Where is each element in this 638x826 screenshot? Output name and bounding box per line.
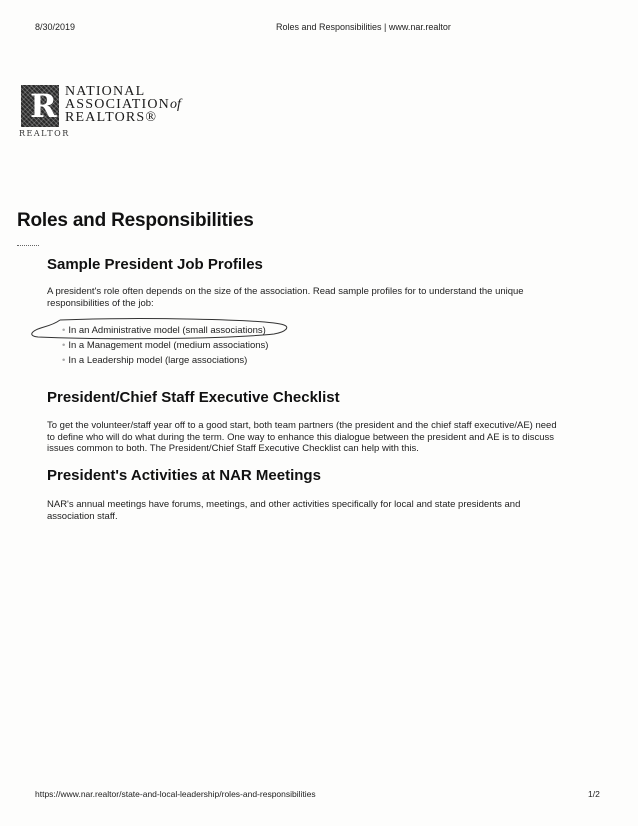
logo-sub-text: REALTOR bbox=[19, 129, 70, 138]
list-item bbox=[62, 353, 268, 368]
bullet-icon: • bbox=[62, 325, 66, 336]
logo-wordmark bbox=[65, 85, 181, 124]
logo-line-2-main: ASSOCIATION bbox=[65, 97, 170, 112]
page-title: Roles and Responsibilities bbox=[17, 210, 254, 231]
bullet-icon: • bbox=[62, 340, 66, 351]
logo-line-3: REALTORS® bbox=[65, 110, 158, 125]
section-heading-job-profiles: Sample President Job Profiles bbox=[47, 256, 263, 273]
section-heading-nar-meetings: President's Activities at NAR Meetings bbox=[47, 467, 321, 484]
bullet-icon: • bbox=[62, 355, 66, 366]
link-administrative-model[interactable]: In an Administrative model (small associations) bbox=[68, 325, 266, 336]
print-page-number: 1/2 bbox=[588, 789, 600, 799]
logo-line-2-suffix: of bbox=[170, 97, 181, 112]
section-text-checklist: To get the volunteer/staff year off to a good start, both team partners (the president and the chief staff executive/AE) need to define who will do what during the term. One way to enhance this dialogue between the president and AE is to discuss issues common to both. The President/Chief Staff Executive Checklist can help with this. bbox=[47, 420, 557, 454]
realtor-logo-icon bbox=[21, 85, 59, 127]
logo-line-1: NATIONAL bbox=[65, 84, 146, 99]
section-text-nar-meetings: NAR's annual meetings have forums, meetings, and other activities specifically for local and state presidents and association staff. bbox=[47, 499, 521, 522]
list-item bbox=[62, 338, 268, 353]
nar-logo[interactable] bbox=[19, 85, 189, 145]
job-profile-link-list bbox=[62, 323, 268, 368]
print-footer-url: https://www.nar.realtor/state-and-local-leadership/roles-and-responsibilities bbox=[35, 789, 316, 799]
section-heading-checklist: President/Chief Staff Executive Checklist bbox=[47, 389, 340, 406]
section-text-job-profiles: A president's role often depends on the size of the association. Read sample profiles for to understand the unique responsibilities of the job: bbox=[47, 286, 524, 309]
link-management-model[interactable]: In a Management model (medium associations) bbox=[68, 340, 269, 351]
logo-mark-letter: R bbox=[30, 87, 57, 125]
print-date: 8/30/2019 bbox=[35, 22, 76, 32]
list-item bbox=[62, 323, 268, 338]
link-leadership-model[interactable]: In a Leadership model (large associations) bbox=[68, 355, 248, 366]
print-page-title: Roles and Responsibilities | www.nar.realtor bbox=[276, 22, 451, 32]
scan-mark-divider bbox=[17, 245, 39, 246]
